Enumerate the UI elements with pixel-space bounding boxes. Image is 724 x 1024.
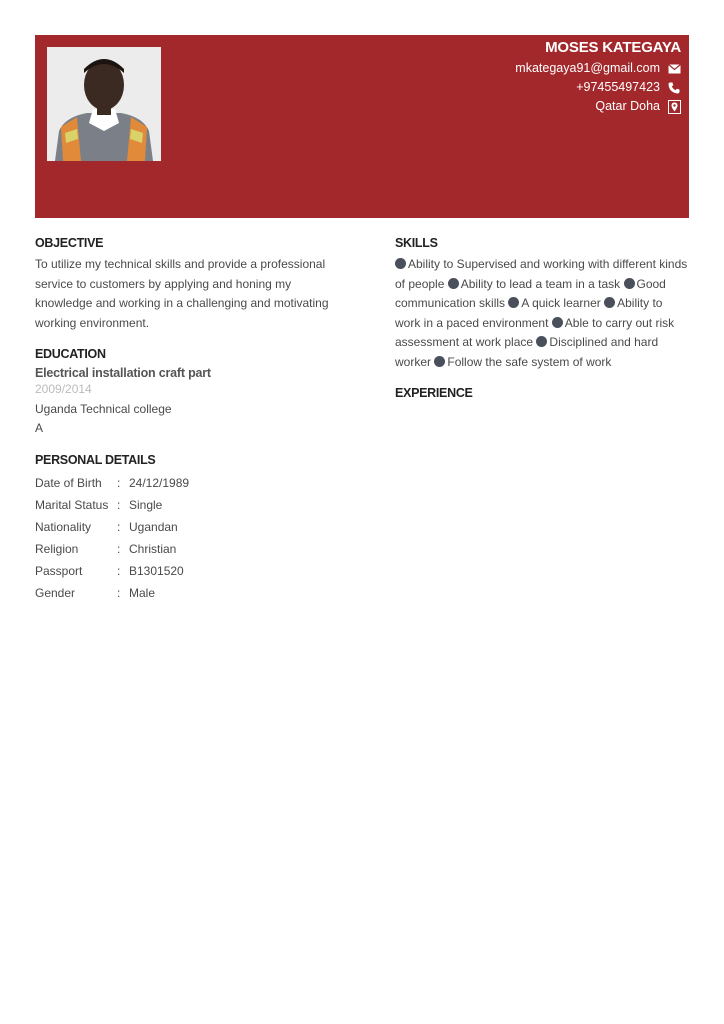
personal-detail-row <box>35 494 189 516</box>
bullet-icon <box>508 297 519 308</box>
phone-row <box>515 78 681 97</box>
phone-text[interactable]: +97455497423 <box>576 80 660 94</box>
personal-detail-row <box>35 560 189 582</box>
contact-block <box>515 39 681 116</box>
education-section <box>35 347 335 439</box>
envelope-icon <box>667 62 681 76</box>
experience-section <box>395 386 690 400</box>
personal-detail-separator: : <box>117 475 121 490</box>
personal-detail-label: Marital Status <box>35 497 109 512</box>
skill-item: Ability to lead a team in a task <box>460 276 621 291</box>
skill-item: Good communication skills <box>395 276 666 310</box>
skills-section <box>395 236 690 372</box>
bullet-icon <box>434 356 445 367</box>
education-years: 2009/2014 <box>35 382 92 396</box>
skill-item: Follow the safe system of work <box>447 354 612 369</box>
left-column <box>35 236 335 618</box>
experience-heading: EXPERIENCE <box>395 386 473 400</box>
personal-detail-separator: : <box>117 541 121 556</box>
personal-details-section <box>35 453 335 604</box>
skill-item: A quick learner <box>521 296 601 310</box>
bullet-icon <box>624 278 635 289</box>
personal-detail-separator: : <box>117 585 121 600</box>
personal-detail-value: Male <box>129 585 156 600</box>
skills-list <box>395 255 690 372</box>
personal-detail-label: Nationality <box>35 519 92 534</box>
personal-detail-value: Single <box>129 497 163 512</box>
phone-icon <box>667 81 681 95</box>
personal-detail-separator: : <box>117 563 121 578</box>
bullet-icon <box>448 278 459 289</box>
personal-detail-row <box>35 472 189 494</box>
objective-text: To utilize my technical skills and provide a professional service to customers by applying and honing my knowledge and working in a challenging and motivating working environment. <box>35 257 329 330</box>
personal-detail-row <box>35 582 189 604</box>
skill-item: Ability to Supervised and working with different kinds of people <box>395 257 688 291</box>
education-heading: EDUCATION <box>35 347 106 361</box>
objective-heading: OBJECTIVE <box>35 236 104 250</box>
personal-detail-value: Ugandan <box>129 519 178 534</box>
personal-detail-value: Christian <box>129 541 177 556</box>
personal-detail-label: Passport <box>35 563 83 578</box>
profile-photo <box>47 47 161 161</box>
personal-detail-separator: : <box>117 497 121 512</box>
bullet-icon <box>536 336 547 347</box>
education-grade: A <box>35 421 44 435</box>
skill-item: Disciplined and hard worker <box>395 335 659 369</box>
location-text: Qatar Doha <box>595 99 660 113</box>
candidate-name: MOSES KATEGAYA <box>545 39 681 56</box>
header-banner <box>35 35 689 218</box>
skill-item: Ability to work in a paced environment <box>395 296 663 330</box>
personal-detail-separator: : <box>117 519 121 534</box>
skill-item: Able to carry out risk assessment at work place <box>395 315 675 349</box>
personal-detail-row <box>35 538 189 560</box>
personal-detail-value: 24/12/1989 <box>129 475 190 490</box>
bullet-icon <box>552 317 563 328</box>
objective-section <box>35 236 335 333</box>
personal-detail-label: Date of Birth <box>35 475 102 490</box>
personal-detail-value: B1301520 <box>129 563 184 578</box>
personal-detail-label: Religion <box>35 541 79 556</box>
location-pin-icon <box>667 100 681 114</box>
right-column <box>395 236 690 414</box>
bullet-icon <box>604 297 615 308</box>
skills-heading: SKILLS <box>395 236 438 250</box>
education-institution: Uganda Technical college <box>35 401 172 416</box>
location-row <box>515 97 681 116</box>
email-row <box>515 59 681 78</box>
personal-details-table <box>35 472 189 604</box>
personal-detail-label: Gender <box>35 585 76 600</box>
education-title: Electrical installation craft part <box>35 366 211 380</box>
email-text[interactable]: mkategaya91@gmail.com <box>515 61 660 75</box>
personal-details-heading: PERSONAL DETAILS <box>35 452 156 467</box>
bullet-icon <box>395 258 406 269</box>
personal-detail-row <box>35 516 189 538</box>
